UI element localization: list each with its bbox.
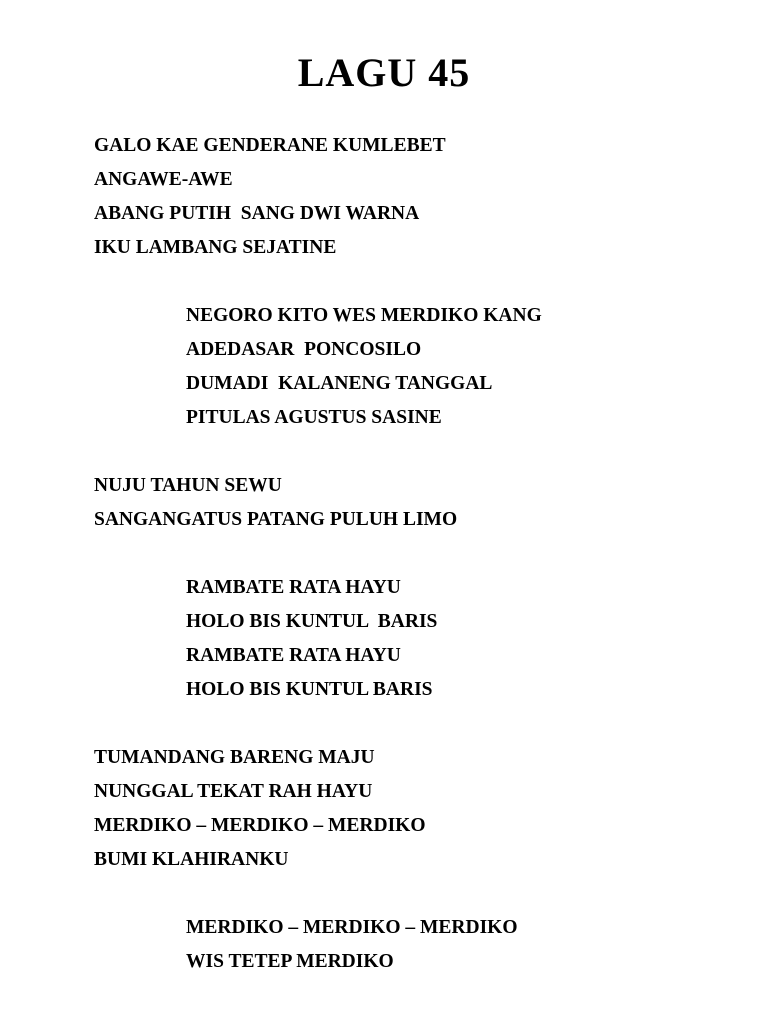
lyric-line: SANGANGATUS PATANG PULUH LIMO [94,509,458,530]
lyric-line: RAMBATE RATA HAYU [186,577,401,598]
lyric-line: NUNGGAL TEKAT RAH HAYU [94,781,373,802]
stanza-5 [94,741,426,877]
lyric-line: NEGORO KITO WES MERDIKO KANG [186,305,542,326]
lyric-line: ADEDASAR PONCOSILO [186,339,422,360]
lyric-line: GALO KAE GENDERANE KUMLEBET [94,135,446,156]
stanza-3 [94,469,457,537]
lyric-line: NUJU TAHUN SEWU [94,475,282,496]
lyric-line: ANGAWE-AWE [94,169,233,190]
lyric-line: DUMADI KALANENG TANGGAL [186,373,493,394]
lyric-line: MERDIKO – MERDIKO – MERDIKO [186,917,518,938]
stanza-1 [94,129,446,265]
lyric-line: IKU LAMBANG SEJATINE [94,237,337,258]
lyric-line: TUMANDANG BARENG MAJU [94,747,375,768]
lyric-line: MERDIKO – MERDIKO – MERDIKO [94,815,426,836]
lyric-line: HOLO BIS KUNTUL BARIS [186,679,433,700]
lyric-line: ABANG PUTIH SANG DWI WARNA [94,203,420,224]
stanza-2 [186,299,542,435]
lyric-line: RAMBATE RATA HAYU [186,645,401,666]
page-title: LAGU 45 [297,50,471,95]
lyric-line: BUMI KLAHIRANKU [94,849,289,870]
stanza-6 [186,911,518,979]
lyric-line: HOLO BIS KUNTUL BARIS [186,611,438,632]
lyric-line: PITULAS AGUSTUS SASINE [186,407,442,428]
stanza-4 [186,571,437,707]
lyric-line: WIS TETEP MERDIKO [186,951,394,972]
